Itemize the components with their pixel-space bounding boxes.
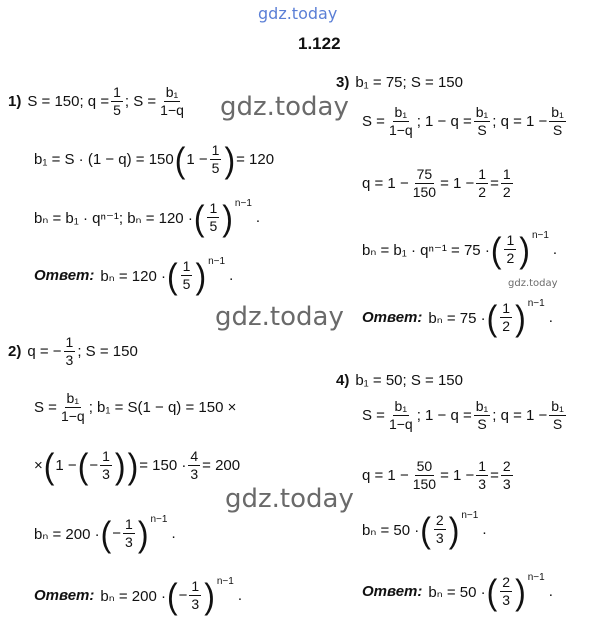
fraction: $\frac{1}{5}$ (182, 258, 191, 292)
fraction: $\frac{1}{3}$ (125, 516, 133, 550)
p2-line-3: bₙ = 200 · ( − $\frac{1}{3}$ ) n−1 . (34, 513, 176, 554)
fraction: $\frac{1}{2}$ (502, 166, 511, 200)
fraction: $\frac{\text{b₁}}{1-q}$ (160, 84, 184, 118)
fraction: $\frac{1}{2}$ (478, 166, 487, 200)
fraction: $\frac{\text{b₁}}{1-q}$ (388, 104, 413, 138)
p4-answer: Ответ: bₙ = 50 · ( $\frac{2}{3}$ ) n−1 . (362, 571, 553, 612)
fraction: $\frac{\text{b₁}}{S}$ (551, 398, 564, 432)
fraction: $\frac{1}{3}$ (478, 458, 487, 492)
fraction: $\frac{1}{3}$ (65, 334, 74, 368)
fraction: $\frac{2}{3}$ (435, 512, 444, 546)
watermark-small: gdz.today (508, 278, 558, 289)
fraction: $\frac{\text{b₁}}{1-q}$ (60, 390, 85, 424)
fraction: $\frac{1}{3}$ (191, 578, 200, 612)
p1-line-2: bₙ = b₁ · qⁿ⁻¹; bₙ = 120 · ( $\frac{1}{5}$ ) n−1 . (34, 197, 261, 238)
watermark-mid-2: gdz.today (215, 302, 344, 332)
watermark-mid-1: gdz.today (220, 92, 349, 122)
p2-line-2: × ( 1 − ( − $\frac{1}{3}$ ) ) = 150 · $\frac{4}{3}$ = 200 (34, 445, 241, 486)
fraction: $\frac{\text{b₁}}{S}$ (475, 104, 489, 138)
p3-given: 3) b₁ = 75; S = 150 (336, 74, 463, 91)
fraction: $\frac{\text{b₁}}{1-q}$ (388, 398, 413, 432)
p3-line-2: q = 1 − $\frac{75}{150}$ = 1 − $\frac{1}{2}$ = $\frac{1}{2}$ (362, 166, 511, 200)
fraction: $\frac{\text{b₁}}{S}$ (475, 398, 489, 432)
fraction: $\frac{\text{b₁}}{S}$ (551, 104, 564, 138)
p3-answer: Ответ: bₙ = 75 · ( $\frac{1}{2}$ ) n−1 . (362, 297, 553, 338)
p2-answer: Ответ: bₙ = 200 · ( − $\frac{1}{3}$ ) n−1 . (34, 575, 242, 616)
fraction: $\frac{1}{5}$ (209, 200, 218, 234)
fraction: $\frac{1}{5}$ (113, 84, 121, 118)
p4-line-2: q = 1 − $\frac{50}{150}$ = 1 − $\frac{1}{3}$ = $\frac{2}{3}$ (362, 458, 511, 492)
fraction: $\frac{4}{3}$ (190, 448, 199, 482)
p1-given: 1) S = 150; q = $\frac{1}{5}$ ; S = $\frac{\text{b₁}}{1-q}$ (8, 84, 184, 118)
fraction: $\frac{2}{3}$ (502, 458, 511, 492)
p2-line-1: S = $\frac{\text{b₁}}{1-q}$ ; b₁ = S(1 − q) = 150 × (34, 390, 237, 424)
fraction: $\frac{1}{2}$ (506, 232, 515, 266)
p1-number: 1) (8, 93, 22, 110)
p3-line-1: S = $\frac{\text{b₁}}{1-q}$ ; 1 − q = $\frac{\text{b₁}}{S}$ ; q = 1 − $\frac{\text{b₁}}{S}$ (362, 104, 564, 138)
fraction: $\frac{1}{2}$ (502, 300, 511, 334)
p3-line-3: bₙ = b₁ · qⁿ⁻¹ = 75 · ( $\frac{1}{2}$ ) n−1 . (362, 229, 558, 270)
fraction: $\frac{50}{150}$ (412, 458, 437, 492)
fraction: $\frac{1}{5}$ (211, 142, 220, 176)
fraction: $\frac{75}{150}$ (412, 166, 437, 200)
fraction: $\frac{2}{3}$ (502, 574, 511, 608)
fraction: $\frac{1}{3}$ (102, 448, 110, 482)
problem-title: 1.122 (298, 34, 341, 53)
p3-number: 3) (336, 74, 350, 91)
p1-answer: Ответ: bₙ = 120 · ( $\frac{1}{5}$ ) n−1 . (34, 255, 234, 296)
p4-line-1: S = $\frac{\text{b₁}}{1-q}$ ; 1 − q = $\frac{\text{b₁}}{S}$ ; q = 1 − $\frac{\text{b₁}}{S}$ (362, 398, 564, 432)
p2-given: 2) q = − $\frac{1}{3}$ ; S = 150 (8, 334, 138, 368)
p4-number: 4) (336, 372, 350, 389)
watermark-top: gdz.today (258, 4, 338, 23)
p2-number: 2) (8, 343, 22, 360)
p4-given: 4) b₁ = 50; S = 150 (336, 372, 463, 389)
watermark-mid-3: gdz.today (225, 484, 354, 514)
p1-line-1: b₁ = S · (1 − q) = 150 ( 1 − $\frac{1}{5}$ ) = 120 (34, 139, 275, 180)
p4-line-3: bₙ = 50 · ( $\frac{2}{3}$ ) n−1 . (362, 509, 487, 550)
